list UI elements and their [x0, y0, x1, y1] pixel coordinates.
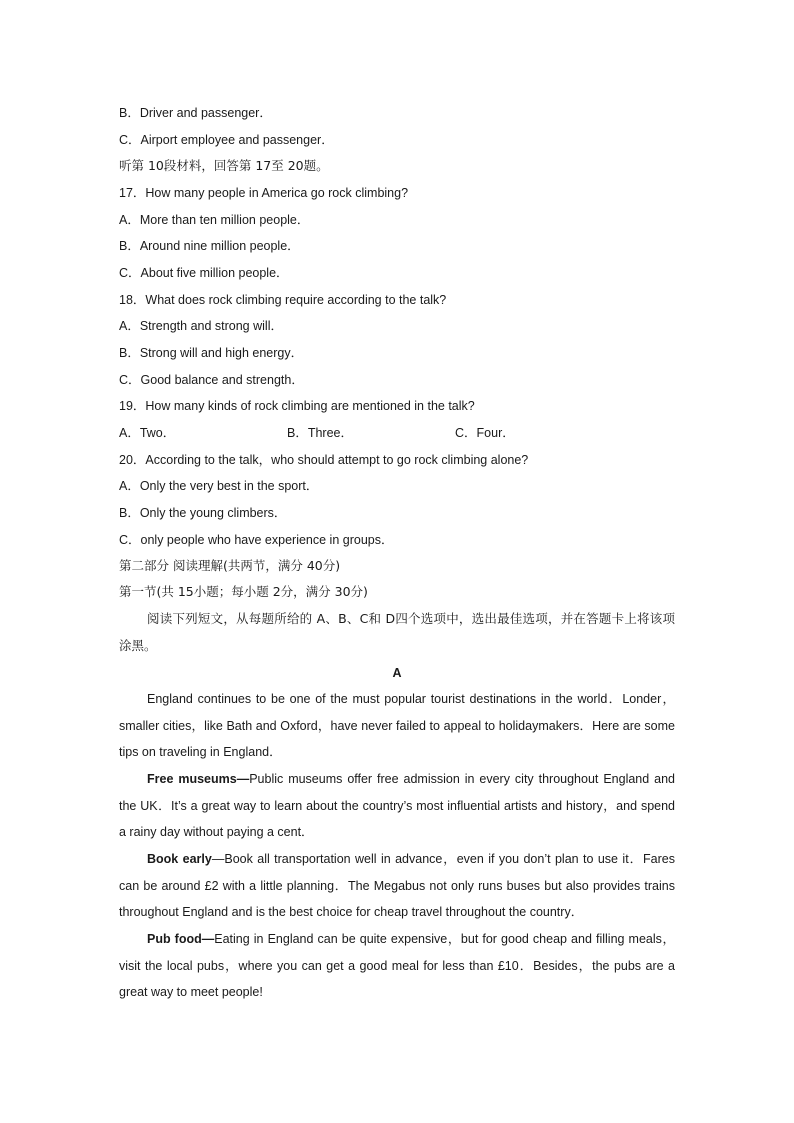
question-19: 19．How many kinds of rock climbing are mentioned in the talk? — [119, 399, 475, 413]
part-heading: 第二部分 阅读理解(共两节，满分 40分) — [119, 558, 341, 573]
tip-body: Public museums offer free admission in every city throughout England and the UK．It’s a great way to learn about the country’s most influential artists and history，and spend a rainy day without paying a cent． — [119, 772, 675, 840]
section-instruction: 听第 10段材料，回答第 17至 20题。 — [119, 158, 329, 173]
option-line: A．Only the very best in the sport． — [119, 479, 319, 493]
reading-instructions: 阅读下列短文，从每题所给的 A、B、C和 D四个选项中，选出最佳选项，并在答题卡上将该项涂黑。 — [119, 611, 675, 653]
option-c: C．Four． — [455, 426, 515, 440]
tip-heading: Free museums— — [147, 772, 250, 786]
option-line: C．Airport employee and passenger． — [119, 133, 334, 147]
option-line: C．Good balance and strength． — [119, 373, 304, 387]
tip-body: —Book all transportation well in advance，even if you don’t plan to use it．Fares can be around £2 with a little planning．The Megabus not only runs buses but also provides trains throughout England and is the best choice for cheap travel throughout the country． — [119, 852, 675, 920]
question-20: 20．According to the talk，who should attempt to go rock climbing alone? — [119, 453, 529, 467]
tip-paragraph — [119, 846, 675, 926]
tip-body: Eating in England can be quite expensive，but for good cheap and filling meals，visit the local pubs，where you can get a good meal for less than £10．Besides，the pubs are a great way to meet people! — [119, 932, 676, 1000]
passage-letter: A — [392, 666, 402, 680]
option-line: C．About five million people． — [119, 266, 289, 280]
option-line: B．Driver and passenger． — [119, 106, 272, 120]
question-18: 18．What does rock climbing require according to the talk? — [119, 293, 447, 307]
question-17: 17．How many people in America go rock climbing? — [119, 186, 409, 200]
option-line: A．More than ten million people． — [119, 213, 310, 227]
option-line: B．Only the young climbers． — [119, 506, 287, 520]
option-b: B．Three． — [287, 426, 353, 440]
section-heading: 第一节(共 15小题；每小题 2分，满分 30分) — [119, 584, 368, 599]
option-a: A．Two． — [119, 426, 176, 440]
option-line: B．Strong will and high energy． — [119, 346, 304, 360]
option-line: C．only people who have experience in groups． — [119, 533, 394, 547]
tip-heading: Book early — [147, 852, 212, 866]
option-line: A．Strength and strong will． — [119, 319, 283, 333]
tip-heading: Pub food— — [147, 932, 215, 946]
passage-intro: England continues to be one of the must popular tourist destinations in the world．Londer，smaller cities，like Bath and Oxford，have never failed to appeal to holidaymakers．Here are some tips on traveling in England． — [119, 692, 675, 760]
tip-paragraph — [119, 926, 675, 1006]
option-line: B．Around nine million people． — [119, 239, 300, 253]
tip-paragraph — [119, 766, 675, 846]
